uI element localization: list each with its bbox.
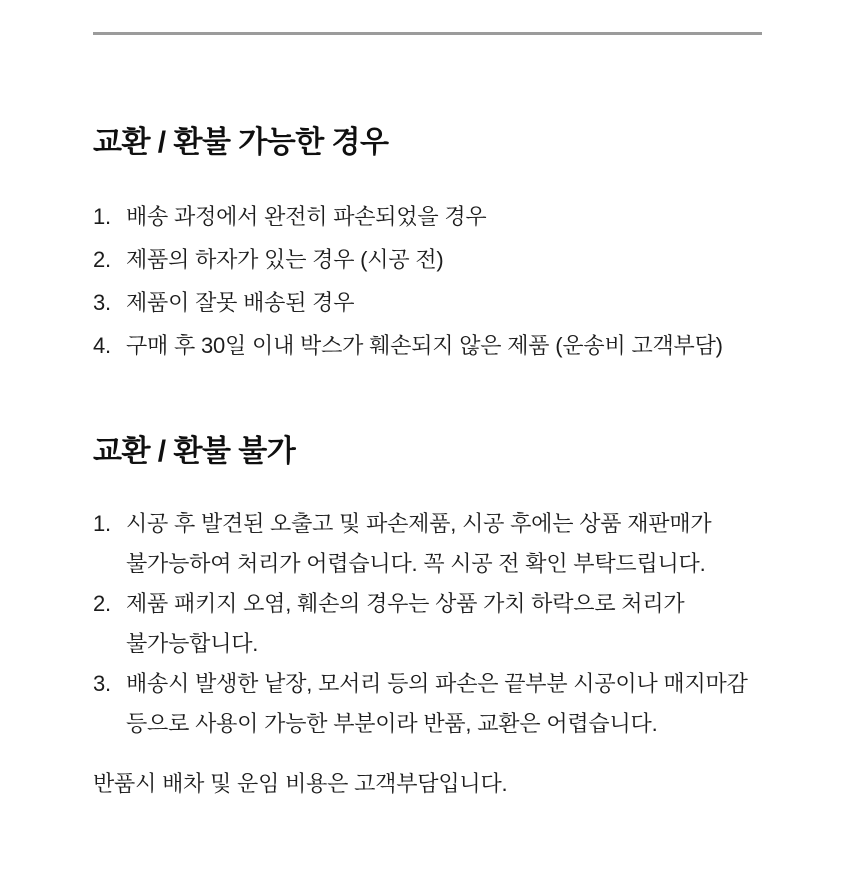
item-text-line: 제품의 하자가 있는 경우 (시공 전): [126, 247, 444, 272]
list-item: [93, 584, 860, 664]
list-item: [93, 664, 860, 744]
item-text-line: 시공 후 발견된 오출고 및 파손제품, 시공 후에는 상품 재판매가: [126, 511, 712, 536]
list-item: [93, 195, 860, 238]
item-number: 2.: [93, 591, 111, 616]
list-item: [93, 281, 860, 324]
item-text-line: 불가능하여 처리가 어렵습니다. 꼭 시공 전 확인 부탁드립니다.: [126, 551, 706, 576]
list-item: [93, 324, 860, 367]
item-text: [126, 584, 860, 664]
top-divider: [93, 32, 762, 35]
item-text: [126, 238, 860, 281]
item-text: [126, 195, 860, 238]
section-title-exchangeable: 교환 / 환불 가능한 경우: [93, 126, 389, 159]
item-text-line: 제품 패키지 오염, 훼손의 경우는 상품 가치 하락으로 처리가: [126, 591, 685, 616]
item-text-line: 등으로 사용이 가능한 부분이라 반품, 교환은 어렵습니다.: [126, 711, 658, 736]
item-text: [126, 504, 860, 584]
list-item: [93, 238, 860, 281]
item-text-line: 구매 후 30일 이내 박스가 훼손되지 않은 제품 (운송비 고객부담): [126, 333, 723, 358]
item-text: [126, 324, 860, 367]
item-number: 3.: [93, 671, 111, 696]
not-exchangeable-cases-list: [93, 504, 860, 744]
item-text-line: 배송 과정에서 완전히 파손되었을 경우: [126, 204, 487, 229]
item-number: 1.: [93, 511, 111, 536]
list-item: [93, 504, 860, 584]
item-text-line: 배송시 발생한 낱장, 모서리 등의 파손은 끝부분 시공이나 매지마감: [126, 671, 748, 696]
item-number: 2.: [93, 247, 111, 272]
item-number: 1.: [93, 204, 111, 229]
item-text-line: 제품이 잘못 배송된 경우: [126, 290, 355, 315]
item-number: 3.: [93, 290, 111, 315]
refund-policy-page: [0, 32, 860, 888]
exchangeable-cases-list: [93, 195, 860, 367]
item-text-line: 불가능합니다.: [126, 631, 259, 656]
item-text: [126, 281, 860, 324]
section-title-not-exchangeable: 교환 / 환불 불가: [93, 435, 296, 468]
return-shipping-cost-note: 반품시 배차 및 운임 비용은 고객부담입니다.: [93, 771, 508, 796]
item-text: [126, 664, 860, 744]
item-number: 4.: [93, 333, 111, 358]
